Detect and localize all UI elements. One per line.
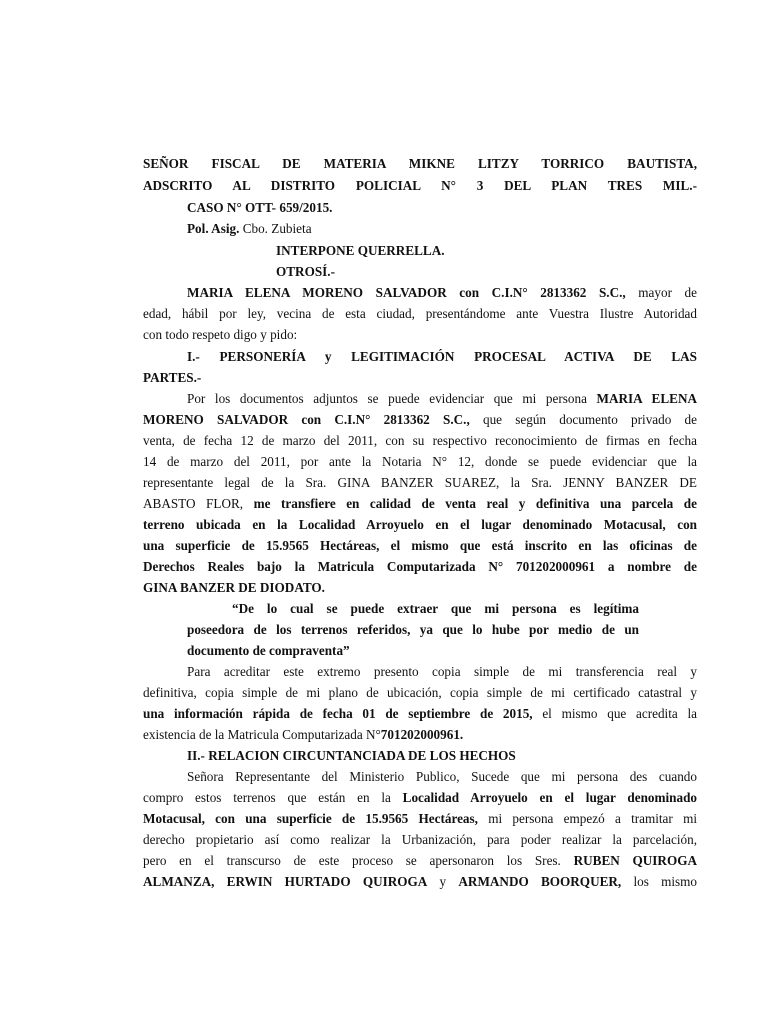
bold-text-run: ALMANZA, ERWIN HURTADO QUIROGA — [143, 874, 428, 889]
text-line — [143, 556, 697, 577]
bold-text-run: una superficie de 15.9565 Hectáreas, el mismo que está inscrito en las oficinas de — [143, 538, 697, 553]
bold-text-run: “De lo cual se puede extraer que mi persona es legítima — [232, 601, 639, 616]
text-run: Por los documentos adjuntos se puede evidenciar que mi persona — [187, 391, 597, 406]
otrosi-heading — [276, 261, 697, 282]
text-line — [143, 493, 697, 514]
text-line — [187, 766, 697, 787]
bold-text-run: RUBEN QUIROGA — [573, 853, 697, 868]
text-line — [143, 535, 697, 556]
bold-text-run: PARTES.- — [143, 370, 202, 385]
text-run: con todo respeto digo y pido: — [143, 327, 298, 342]
bold-text-run: I.- PERSONERÍA y LEGITIMACIÓN PROCESAL ACTIVA DE LAS — [187, 349, 697, 364]
bold-text-run: II.- RELACION CIRCUNTANCIADA DE LOS HECHOS — [187, 748, 516, 763]
text-line — [143, 324, 697, 345]
text-run: que según documento privado de — [469, 412, 697, 427]
text-run: mayor de — [625, 285, 698, 300]
text-line — [143, 153, 697, 174]
quote-line — [187, 640, 639, 661]
text-line — [143, 829, 697, 850]
bold-text-run: INTERPONE QUERRELLA. — [276, 243, 445, 258]
document-type-heading — [276, 240, 697, 261]
text-line — [143, 430, 697, 451]
bold-text-run: MARIA ELENA — [596, 391, 697, 406]
bold-text-run: GINA BANZER DE DIODATO. — [143, 580, 325, 595]
bold-text-run: MARIA ELENA MORENO SALVADOR con C.I.N° 2813362 S.C., — [187, 285, 626, 300]
text-run: 14 de marzo del 2011, por ante la Notaria N° 12, donde se puede evidenciar que la — [143, 454, 697, 469]
text-line — [143, 682, 697, 703]
text-line — [187, 388, 697, 409]
text-run: el mismo que acredita la — [532, 706, 697, 721]
section-heading — [187, 745, 697, 766]
text-run: definitiva, copia simple de mi plano de ubicación, copia simple de mi certificado catastral y — [143, 685, 697, 700]
bold-text-run: ARMANDO BOORQUER, — [458, 874, 622, 889]
section-heading — [143, 367, 697, 388]
text-run: edad, hábil por ley, vecina de esta ciudad, presentándome ante Vuestra Ilustre Autoridad — [143, 306, 697, 321]
text-line — [143, 472, 697, 493]
bold-text-run: documento de compraventa” — [187, 643, 350, 658]
text-run: representante legal de la Sra. GINA BANZER SUAREZ, la Sra. JENNY BANZER DE — [143, 475, 697, 490]
text-run: venta, de fecha 12 de marzo del 2011, con su respectivo reconocimiento de firmas en fecha — [143, 433, 697, 448]
text-line — [187, 282, 697, 303]
text-run: compro estos terrenos que están en la — [143, 790, 403, 805]
case-number — [187, 197, 697, 218]
text-run: derecho propietario así como realizar la Urbanización, para poder realizar la parcelación, — [143, 832, 697, 847]
text-line — [143, 514, 697, 535]
text-run: mi persona empezó a tramitar mi — [477, 811, 697, 826]
text-line — [143, 724, 697, 745]
text-line — [143, 451, 697, 472]
text-line — [143, 303, 697, 324]
text-run: los mismo — [621, 874, 698, 889]
text-run: Para acreditar este extremo presento copia simple de mi transferencia real y — [187, 664, 697, 679]
section-heading — [187, 346, 697, 367]
text-line — [187, 661, 697, 682]
bold-text-run: MORENO SALVADOR con C.I.N° 2813362 S.C., — [143, 412, 470, 427]
text-line — [143, 850, 697, 871]
bold-text-run: ADSCRITO AL DISTRITO POLICIAL N° 3 DEL PLAN TRES MIL.- — [143, 178, 697, 193]
text-run: pero en el transcurso de este proceso se apersonaron los Sres. — [143, 853, 574, 868]
quote-line — [232, 598, 639, 619]
bold-text-run: una información rápida de fecha 01 de septiembre de 2015, — [143, 706, 533, 721]
text-line — [143, 577, 697, 598]
text-line — [143, 871, 697, 892]
bold-text-run: Motacusal, con una superficie de 15.9565 Hectáreas, — [143, 811, 478, 826]
text-line — [143, 175, 697, 196]
text-run: y — [427, 874, 459, 889]
bold-text-run: poseedora de los terrenos referidos, ya que lo hube por medio de un — [187, 622, 639, 637]
bold-text-run: SEÑOR FISCAL DE MATERIA MIKNE LITZY TORRICO BAUTISTA, — [143, 156, 697, 171]
bold-text-run: 701202000961. — [380, 727, 464, 742]
bold-text-run: Pol. Asig. — [187, 221, 240, 236]
bold-text-run: Localidad Arroyuelo en el lugar denominado — [402, 790, 698, 805]
bold-text-run: me transfiere en calidad de venta real y definitiva una parcela de — [253, 496, 697, 511]
bold-text-run: CASO N° OTT- 659/2015. — [187, 200, 333, 215]
text-run: Cbo. Zubieta — [239, 221, 312, 236]
text-line — [143, 409, 697, 430]
text-run: existencia de la Matricula Computarizada N° — [143, 727, 381, 742]
bold-text-run: terreno ubicada en la Localidad Arroyuelo en el lugar denominado Motacusal, con — [143, 517, 697, 532]
text-line — [143, 703, 697, 724]
text-run: ABASTO FLOR, — [143, 496, 254, 511]
text-line — [143, 787, 697, 808]
text-run: Señora Representante del Ministerio Publico, Sucede que mi persona des cuando — [187, 769, 697, 784]
assigned-officer — [187, 218, 697, 239]
bold-text-run: Derechos Reales bajo la Matricula Computarizada N° 701202000961 a nombre de — [143, 559, 697, 574]
text-line — [143, 808, 697, 829]
bold-text-run: OTROSÍ.- — [276, 264, 335, 279]
quote-line — [187, 619, 639, 640]
